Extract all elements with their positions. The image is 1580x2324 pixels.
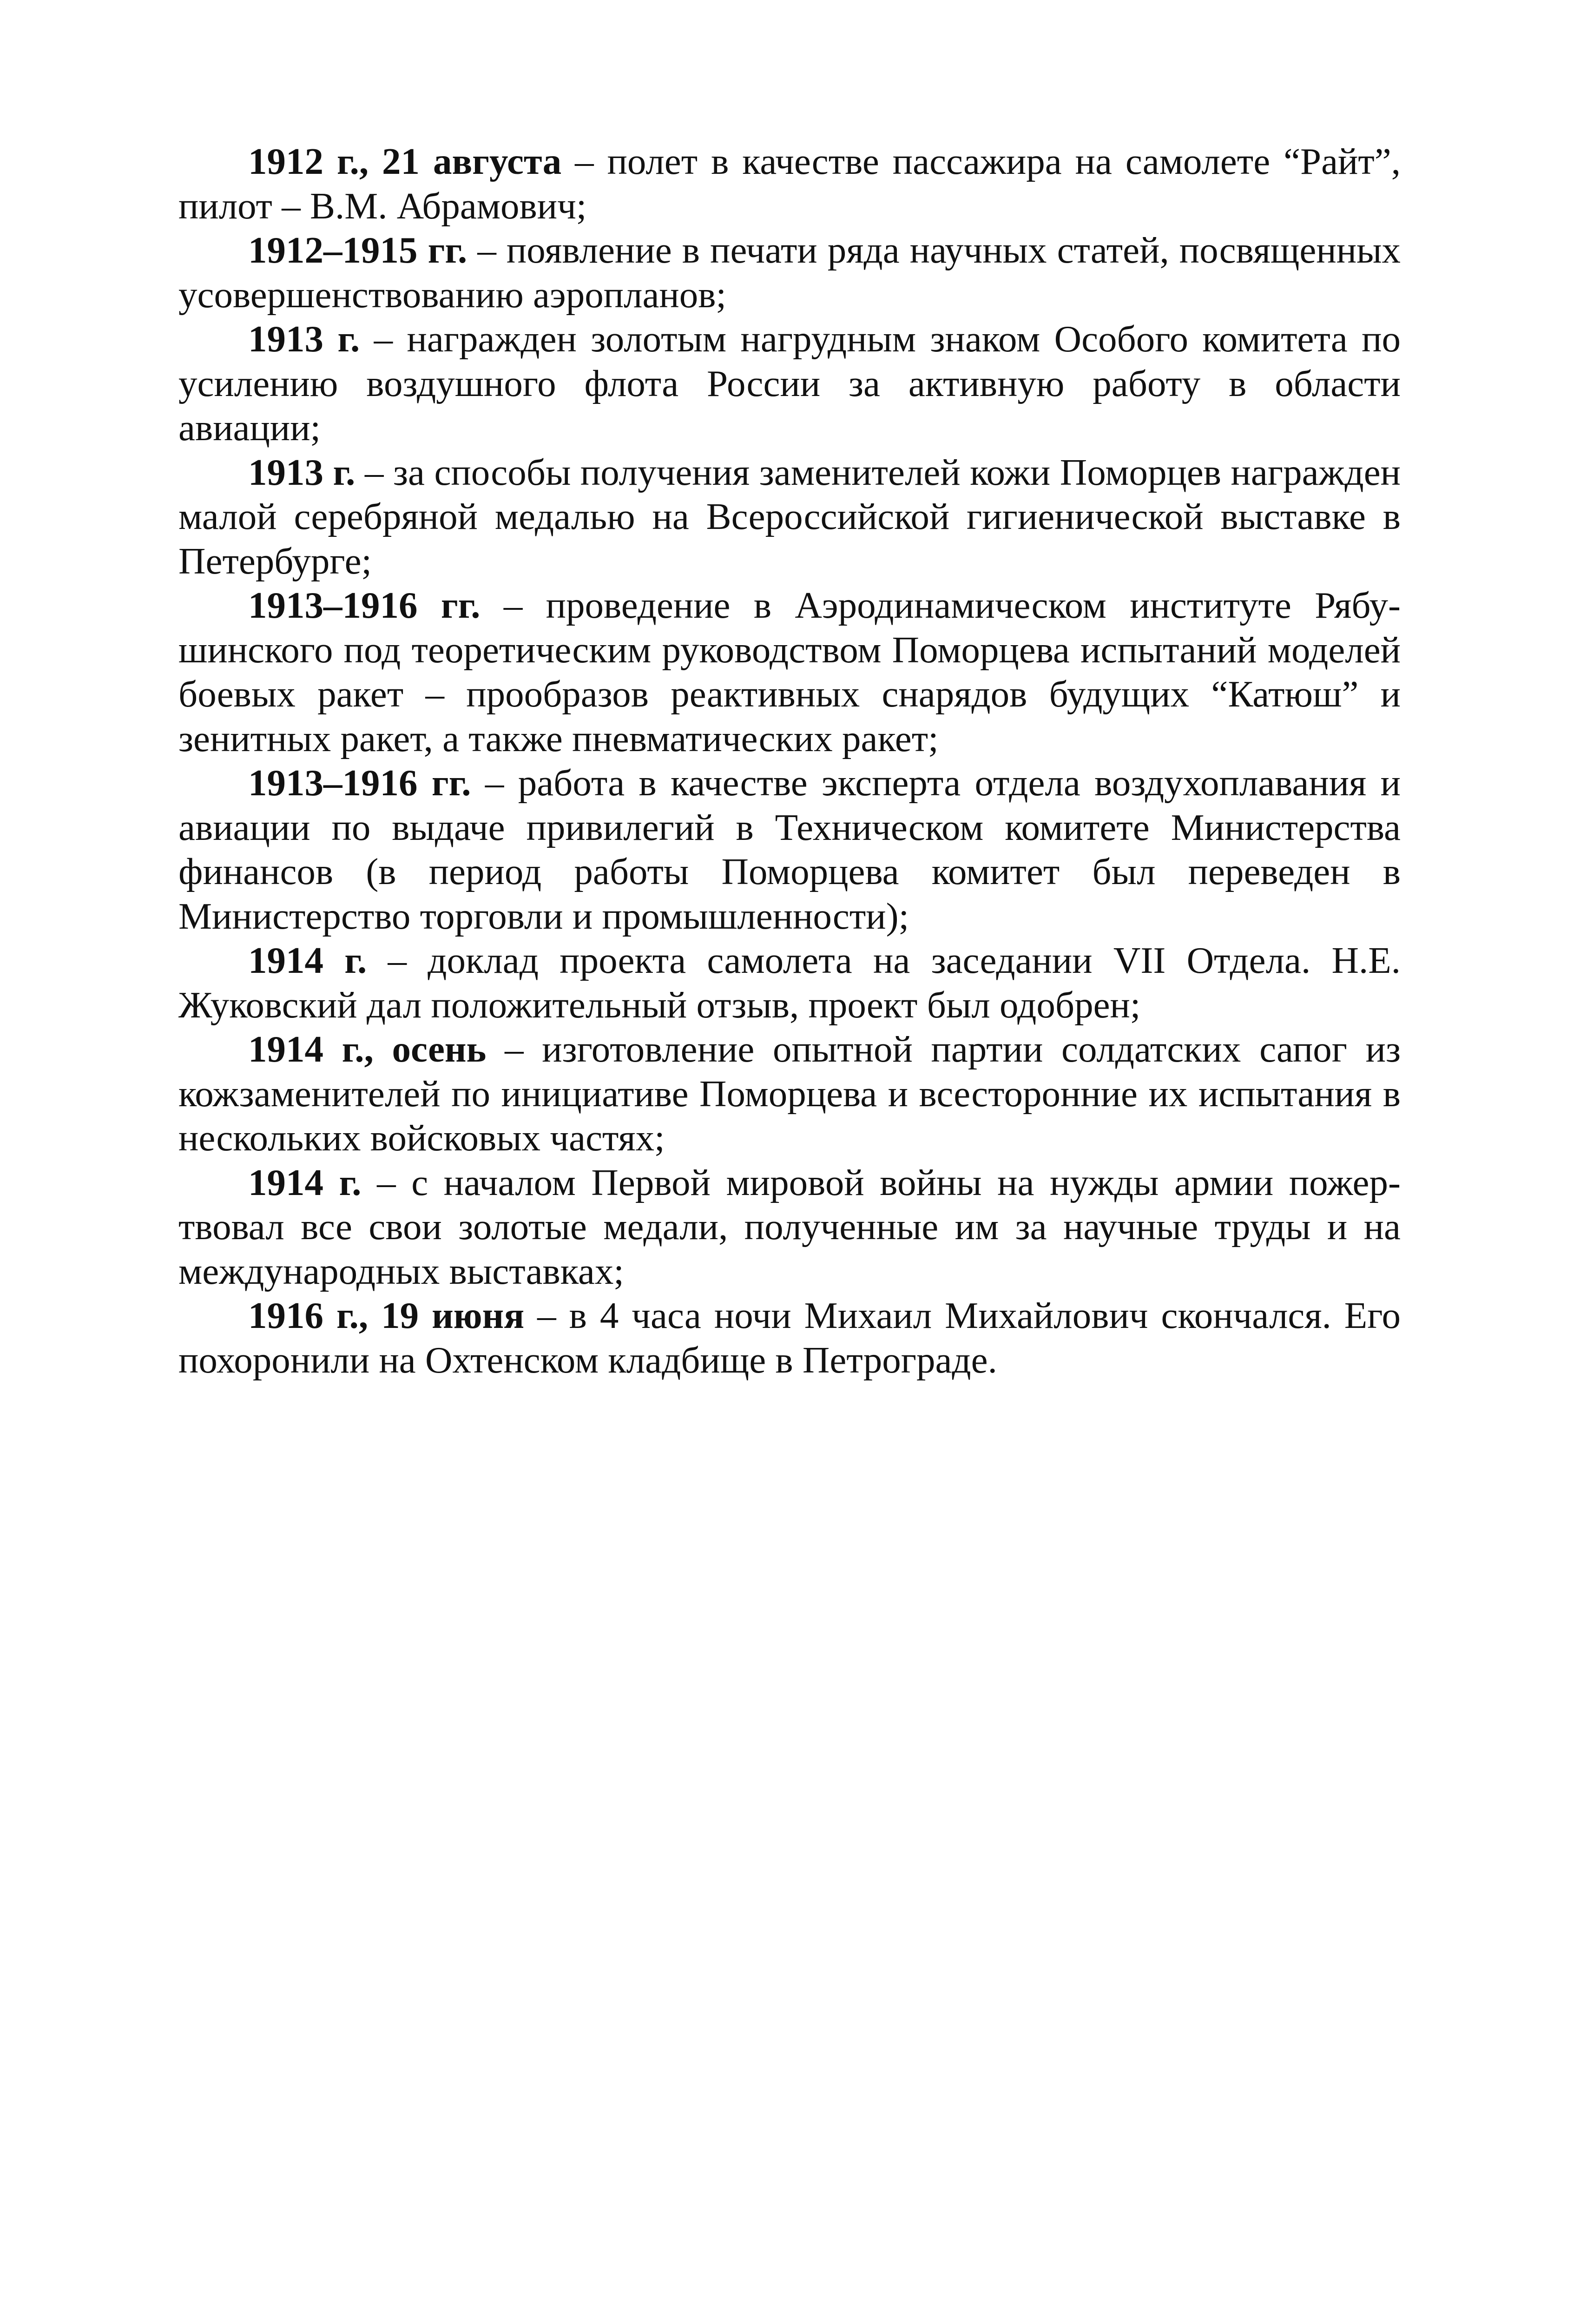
- chronology-entry: [178, 450, 1401, 584]
- entry-date: 1912–1915 гг.: [248, 229, 467, 271]
- document-page: [178, 139, 1401, 1382]
- entry-date: 1914 г., осень: [248, 1028, 487, 1070]
- chronology-entry: [178, 228, 1401, 317]
- entry-date: 1913–1916 гг.: [248, 584, 481, 626]
- entry-text: – награжден золотым нагрудным знаком Особого комитета по усилению воздушного флота России за активную работу в области авиации;: [178, 318, 1401, 449]
- entry-text: – с началом Первой мировой войны на нужды армии пожертвовал все свои золотые медали, полученные им за научные труды и на международных выставках;: [178, 1161, 1401, 1292]
- entry-text: – работа в качестве эксперта отдела воздухоплавания и авиации по выдаче привилегий в Техническом комитете Министерства финансов (в период работы Поморцева комитет был переведен в Министерство торговли и промышленности);: [178, 762, 1401, 937]
- entry-text: – в 4 часа ночи Михаил Михайлович скончался. Его похоронили на Охтенском кладбище в Петрограде.: [178, 1294, 1401, 1381]
- entry-text: – за способы получения заменителей кожи Поморцев награжден малой серебряной медалью на Всероссийской гигиенической выставке в Петербурге;: [178, 451, 1401, 582]
- chronology-entry: [178, 1161, 1401, 1294]
- chronology-entry: [178, 761, 1401, 938]
- entry-date: 1913–1916 гг.: [248, 762, 471, 804]
- entry-date: 1912 г., 21 августа: [248, 140, 562, 182]
- entry-date: 1914 г.: [248, 939, 367, 981]
- entry-date: 1914 г.: [248, 1161, 362, 1203]
- entry-text: – проведение в Аэродинамическом институте Рябушинского под теоретическим руководством Поморцева испытаний моделей боевых ракет – прообразов реактивных снарядов будущих “Катюш” и зенитных ракет, а также пневматических ракет;: [178, 584, 1401, 759]
- entry-text: – появление в печати ряда научных статей, посвященных усовершенствованию аэропланов;: [178, 229, 1401, 316]
- chronology-entry: [178, 139, 1401, 228]
- chronology-entry: [178, 1027, 1401, 1161]
- entry-date: 1913 г.: [248, 318, 360, 360]
- entry-date: 1913 г.: [248, 451, 356, 493]
- chronology-entry: [178, 583, 1401, 761]
- chronology-entry: [178, 938, 1401, 1027]
- chronology-entry: [178, 317, 1401, 450]
- entry-text: – полет в качестве пассажира на самолете “Райт”, пилот – В.М. Абрамович;: [178, 140, 1401, 227]
- entry-date: 1916 г., 19 июня: [248, 1294, 525, 1336]
- chronology-entry: [178, 1294, 1401, 1382]
- entry-text: – доклад проекта самолета на заседании VII Отдела. Н.Е. Жуковский дал положительный отзыв, проект был одобрен;: [178, 939, 1401, 1026]
- entry-text: – изготовление опытной партии солдатских сапог из кожзаменителей по инициативе Поморцева и всесторонние их испытания в нескольких войсковых частях;: [178, 1028, 1401, 1159]
